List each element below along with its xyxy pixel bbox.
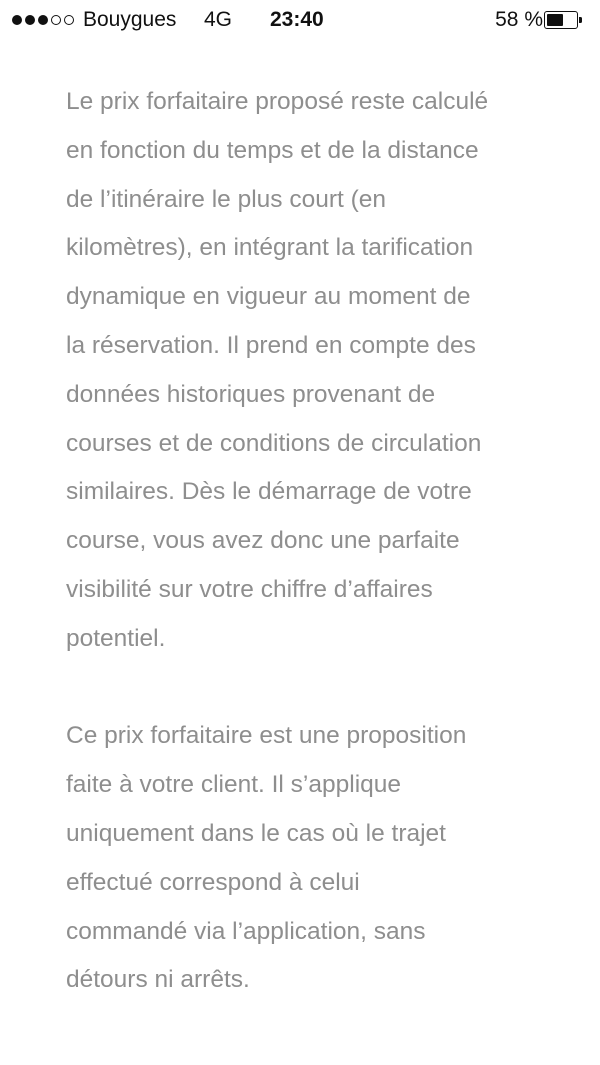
text-line: courses et de conditions de circulation	[66, 429, 482, 457]
status-time: 23:40	[270, 8, 324, 31]
battery-icon	[544, 11, 582, 29]
text-line: kilomètres), en intégrant la tarification	[66, 234, 474, 262]
paragraph-2	[66, 712, 556, 1005]
text-line: dynamique en vigueur au moment de	[66, 283, 471, 311]
paragraph-spacer	[66, 664, 556, 713]
battery-percentage: 58 %	[495, 8, 543, 31]
text-line: uniquement dans le cas où le trajet	[66, 819, 446, 847]
signal-dot	[12, 15, 22, 25]
text-line: similaires. Dès le démarrage de votre	[66, 478, 472, 506]
text-line: en fonction du temps et de la distance	[66, 136, 479, 164]
text-line: Le prix forfaitaire proposé reste calculé	[66, 88, 489, 115]
text-line: commandé via l’application, sans	[66, 917, 426, 945]
text-line: potentiel.	[66, 624, 166, 652]
text-line: données historiques provenant de	[66, 380, 436, 408]
text-line: de l’itinéraire le plus court (en	[66, 185, 387, 213]
signal-dot	[64, 15, 74, 25]
signal-dot	[25, 15, 35, 25]
paragraph-1	[66, 78, 556, 664]
text-line: faite à votre client. Il s’applique	[66, 771, 402, 799]
text-line: course, vous avez donc une parfaite	[66, 527, 460, 555]
text-line: effectué correspond à celui	[66, 868, 360, 896]
signal-dot	[51, 15, 61, 25]
signal-dot	[38, 15, 48, 25]
text-line: détours ni arrêts.	[66, 966, 250, 994]
signal-strength-icon	[12, 8, 74, 32]
network-type: 4G	[204, 8, 233, 31]
battery-fill	[547, 14, 563, 26]
info-text	[66, 78, 556, 1005]
text-line: visibilité sur votre chiffre d’affaires	[66, 575, 433, 603]
battery-nub	[579, 17, 582, 23]
text-line: Ce prix forfaitaire est une proposition	[66, 722, 467, 750]
carrier-name: Bouygues	[83, 8, 177, 31]
text-line: la réservation. Il prend en compte des	[66, 331, 476, 359]
status-bar	[0, 0, 600, 40]
